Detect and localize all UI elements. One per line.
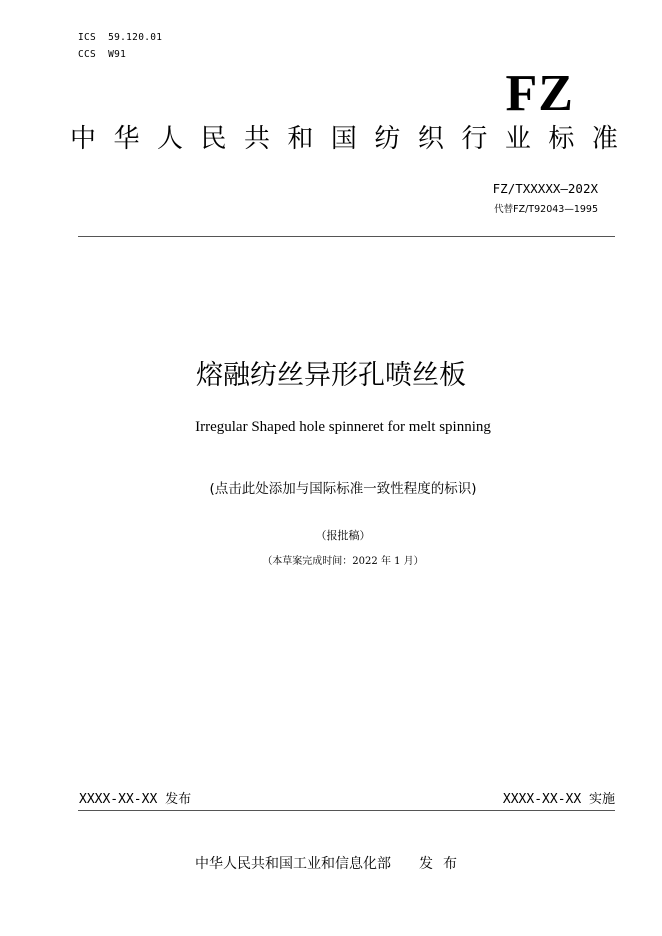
standard-title-char: 中 [70, 124, 97, 154]
standard-title-char: 标 [548, 124, 575, 154]
standard-title-char: 织 [417, 124, 444, 154]
standard-title-char: 和 [287, 124, 314, 154]
ccs-code: CCS W91 [78, 49, 127, 60]
fz-logo: FZ [505, 65, 574, 122]
document-title-english: Irregular Shaped hole spinneret for melt spinning [195, 419, 491, 435]
standard-number: FZ/TXXXXX—202X [492, 181, 598, 196]
header-divider [78, 236, 615, 237]
standard-title-char: 国 [330, 124, 357, 154]
standard-category-title [70, 126, 618, 152]
standard-title-char: 民 [200, 124, 227, 154]
standard-title-char: 华 [113, 124, 140, 154]
draft-completion-date: （本草案完成时间：2022 年 1 月） [262, 556, 424, 567]
issuer-verb: 发布 [419, 856, 467, 872]
standard-title-char: 人 [156, 124, 183, 154]
publish-date: XXXX-XX-XX 发布 [79, 792, 192, 807]
ics-code: ICS 59.120.01 [78, 32, 163, 43]
replaces-standard: 代替FZ/T92043—1995 [494, 204, 598, 215]
implement-date: XXXX-XX-XX 实施 [502, 792, 615, 807]
standard-title-char: 共 [243, 124, 270, 154]
document-title-chinese: 熔融纺丝异形孔喷丝板 [196, 360, 466, 391]
standard-title-char: 纺 [374, 124, 401, 154]
issuer-organization: 中华人民共和国工业和信息化部 [195, 856, 391, 872]
footer-divider [78, 810, 615, 811]
standard-title-char: 准 [591, 124, 618, 154]
issuer-line [0, 857, 662, 871]
standard-title-char: 行 [461, 124, 488, 154]
standard-title-char: 业 [504, 124, 531, 154]
draft-stage: （报批稿） [315, 529, 371, 542]
consistency-note: (点击此处添加与国际标准一致性程度的标识) [209, 481, 477, 497]
